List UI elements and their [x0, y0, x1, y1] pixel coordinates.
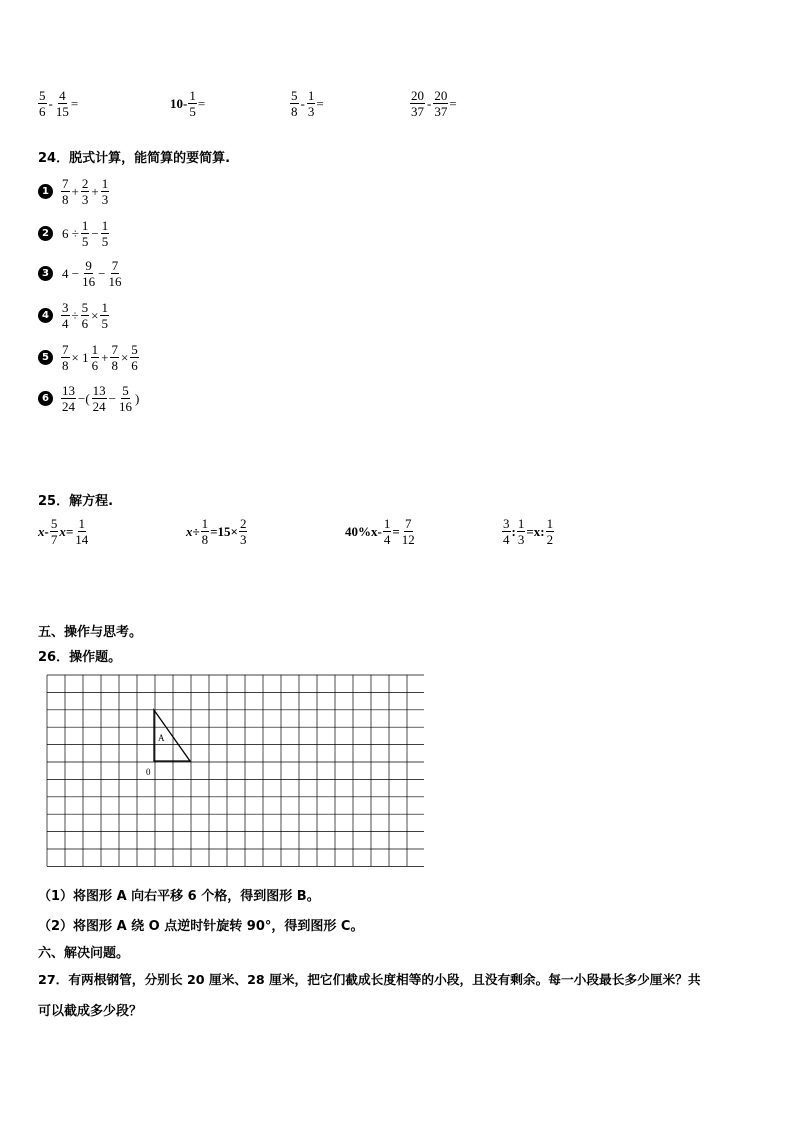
fraction: $\frac{13}{24}$: [62, 383, 75, 414]
fraction: $\frac{2}{3}$: [81, 176, 89, 207]
fraction: $\frac{1}{6}$: [91, 342, 99, 373]
marker-badge: 5: [38, 350, 53, 365]
fraction: $\frac{5}{6}$: [81, 300, 89, 331]
fraction: $\frac{5}{7}$: [50, 516, 58, 547]
row1-problem-3: $\frac{5}{8}$ - $\frac{1}{3}$ =: [291, 88, 324, 119]
marker-badge: 2: [38, 226, 53, 241]
q26-title: 26．操作题。: [38, 650, 122, 665]
fraction: $\frac{7}{8}$: [62, 342, 69, 373]
shape-a-label: A: [158, 733, 165, 743]
fraction: $\frac{1}{14}$: [75, 516, 89, 547]
grid-lines: [47, 675, 424, 866]
q25-title: 25．解方程.: [38, 494, 114, 509]
q25-equation-4: $\frac{3}{4}$ : $\frac{1}{3}$ =x: $\frac{1}{2}$: [503, 516, 554, 547]
row1-problem-2: 10- $\frac{1}{5}$ =: [170, 88, 206, 119]
q25-equation-2: x÷ $\frac{1}{8}$ =15× $\frac{2}{3}$: [186, 516, 247, 547]
marker-badge: 6: [38, 391, 53, 406]
fraction: $\frac{13}{24}$: [92, 383, 106, 414]
q25-equation-1: x- $\frac{5}{7}$ x= $\frac{1}{14}$: [38, 516, 89, 547]
fraction: $\frac{20}{37}$: [434, 88, 448, 119]
q27-line-2: 可以截成多少段？: [38, 1004, 143, 1019]
q24-item-2: 2 6 ÷ $\frac{1}{5}$ − $\frac{1}{5}$: [38, 218, 109, 249]
fraction: $\frac{5}{8}$: [291, 88, 298, 119]
fraction: $\frac{20}{37}$: [411, 88, 424, 119]
fraction: $\frac{7}{8}$: [111, 342, 118, 373]
row1-problem-4: $\frac{20}{37}$ - $\frac{20}{37}$ =: [411, 88, 457, 119]
fraction: $\frac{3}{4}$: [62, 300, 69, 331]
fraction: $\frac{1}{5}$: [81, 218, 89, 249]
marker-badge: 3: [38, 266, 53, 281]
row1-problem-1: $\frac{5}{6}$ - $\frac{4}{15}$ =: [39, 88, 79, 119]
q24-item-1: 1 $\frac{7}{8}$ + $\frac{2}{3}$ + $\frac{1}{3}$: [38, 176, 109, 207]
fraction: $\frac{1}{3}$: [307, 88, 315, 119]
q26-task-2: （2）将图形 A 绕 O 点逆时针旋转 90°，得到图形 C。: [38, 919, 364, 934]
fraction: $\frac{4}{15}$: [55, 88, 69, 119]
q24-item-5: 5 $\frac{7}{8}$ × 1 $\frac{1}{6}$ + $\frac{7}{8}$ × $\frac{5}{6}$: [38, 342, 139, 373]
fraction: $\frac{5}{16}$: [119, 383, 133, 414]
fraction: $\frac{7}{12}$: [401, 516, 415, 547]
fraction: $\frac{1}{4}$: [383, 516, 391, 547]
section-6-heading: 六、解决问题。: [38, 946, 130, 961]
marker-badge: 4: [38, 308, 53, 323]
fraction: $\frac{5}{6}$: [39, 88, 46, 119]
fraction: $\frac{1}{5}$: [101, 218, 109, 249]
marker-badge: 1: [38, 184, 53, 199]
q24-item-4: 4 $\frac{3}{4}$ ÷ $\frac{5}{6}$ × $\frac{1}{5}$: [38, 300, 109, 331]
fraction: $\frac{1}{5}$: [189, 88, 196, 119]
q27-line-1: 27．有两根钢管，分别长 20 厘米、28 厘米，把它们截成长度相等的小段，且没有剩余。每一小段最长多少厘米？共: [38, 972, 701, 987]
fraction: $\frac{7}{8}$: [62, 176, 69, 207]
fraction: $\frac{9}{16}$: [82, 258, 96, 289]
section-5-heading: 五、操作与思考。: [38, 625, 143, 640]
fraction: $\frac{1}{3}$: [101, 176, 109, 207]
fraction: $\frac{1}{5}$: [101, 300, 108, 331]
fraction: $\frac{1}{3}$: [517, 516, 525, 547]
q24-item-3: 3 4 − $\frac{9}{16}$ − $\frac{7}{16}$: [38, 258, 122, 289]
fraction: $\frac{2}{3}$: [239, 516, 247, 547]
fraction: $\frac{1}{2}$: [546, 516, 554, 547]
fraction: $\frac{7}{16}$: [108, 258, 122, 289]
origin-label: 0: [146, 767, 151, 777]
q24-item-6: 6 $\frac{13}{24}$ −( $\frac{13}{24}$ − $\frac{5}{16}$ ): [38, 383, 140, 414]
q25-equation-3: 40%x- $\frac{1}{4}$ = $\frac{7}{12}$: [345, 516, 415, 547]
grid-figure: [46, 674, 424, 868]
fraction: $\frac{5}{6}$: [131, 342, 138, 373]
q26-task-1: （1）将图形 A 向右平移 6 个格，得到图形 B。: [38, 889, 320, 904]
fraction: $\frac{3}{4}$: [503, 516, 510, 547]
fraction: $\frac{1}{8}$: [201, 516, 209, 547]
q24-title: 24．脱式计算，能简算的要简算.: [38, 151, 231, 166]
